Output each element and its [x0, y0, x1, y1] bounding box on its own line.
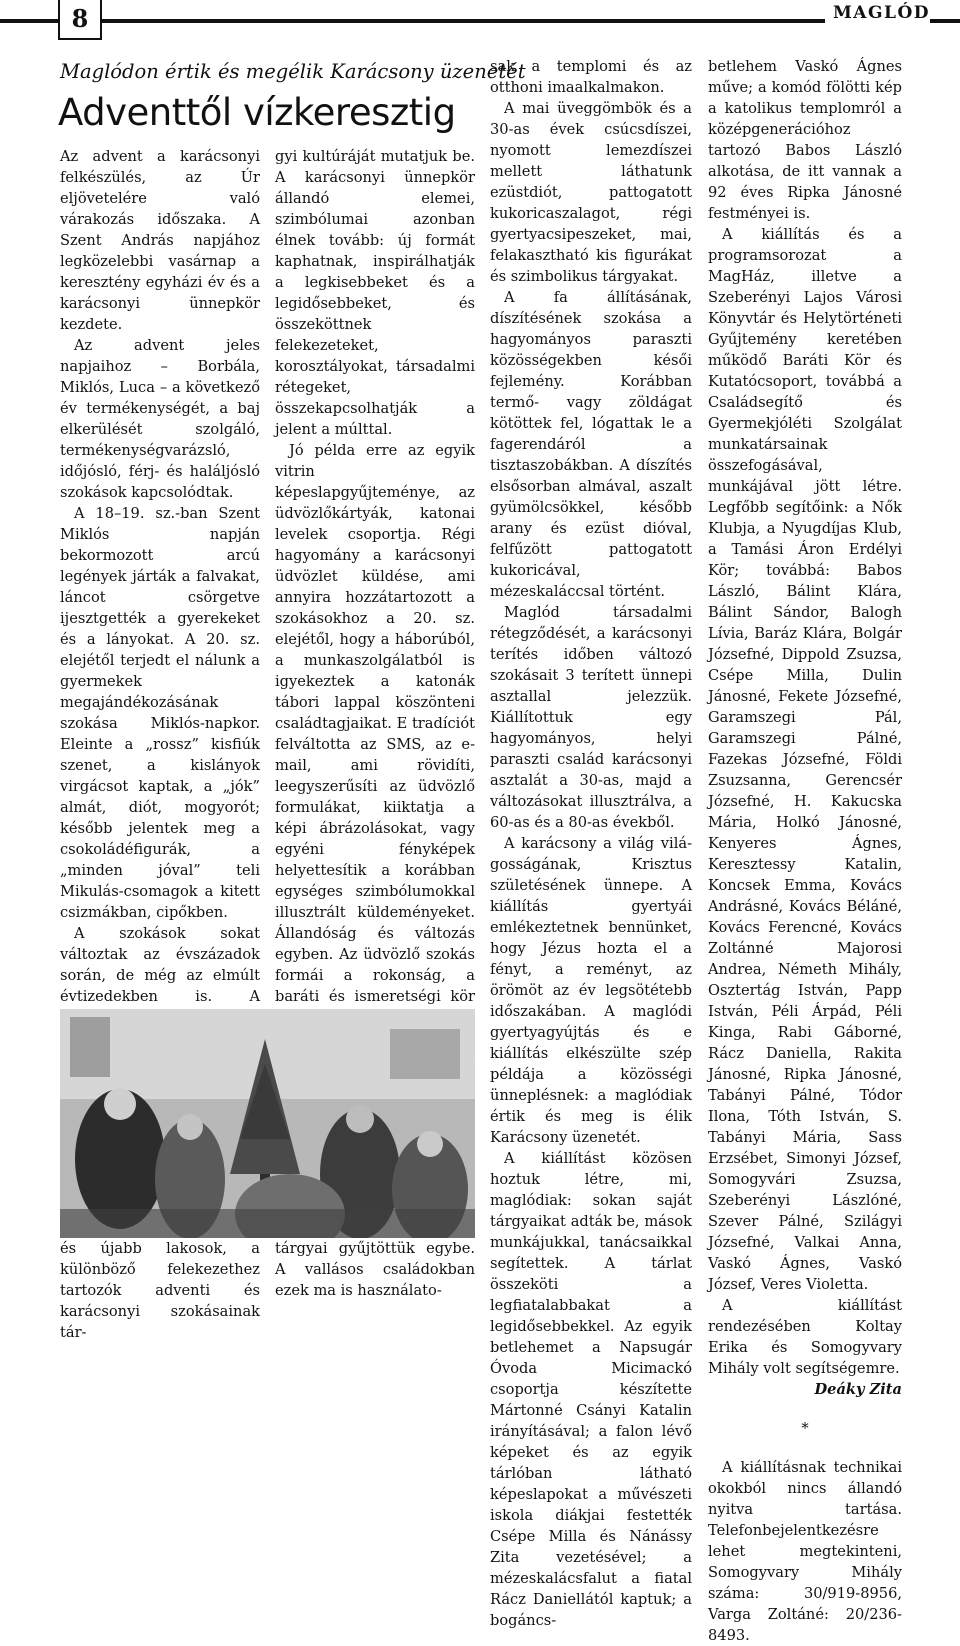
exhibition-photo	[60, 1009, 475, 1238]
paragraph: Az advent jeles napjaihoz – Borbála, Miklós, Luca – a következő év termékenységét, a baj elkerülését szolgáló, termékenységvarázsló, időjósló, férj- és haláljósló szokások kapcsolódtak.	[60, 337, 260, 501]
paragraph: gyi kultúráját mutatjuk be. A karácsonyi ünnepkör állandó elemei, szimbólumai azonban élnek tovább: új formát kaphatnak, inspirálhatják a legkisebbeket és a legidősebbeket, és összeköttnek felekezeteket, korosztályokat, társadalmi rétegeket, összekapcsolhatják a jelent a múlttal.	[275, 148, 475, 438]
section-separator: *	[801, 1420, 809, 1437]
header-rule	[0, 19, 960, 23]
paragraph: A kiállítást rendezésében Koltay Erika és Somogyvary Mihály volt segítségemre.	[708, 1297, 902, 1377]
paragraph: betlehem Vaskó Ágnes műve; a komód fölötti kép a katolikus templomról a középgenerációhoz tartozó Babos László alkotása, de itt vannak a 92 éves Ripka Jánosné festményei is.	[708, 58, 902, 222]
paragraph: sak a templomi és az otthoni imaalkalmakon.	[490, 58, 692, 96]
paragraph: A kiállítást közösen hoztuk létre, mi, maglódiak: sokan saját tárgyaikat adták be, mások munkájukkal, tanácsaikkal segítettek. A tárlat összeköti a legfiatalabbakat a legidősebbekkel. Az egyik betlehemet a Napsugár Óvoda Micimackó csoportja készítette Mártonné Csányi Katalin irányításával; a falon lévő képeket és az egyik tárlóban látható képeslapokat a művészeti iskola diákjai festették Csépe Milla és Nánássy Zita vezetésével; a mézeskalácsfalut a fiatal Rácz Daniellától kaptuk; a bogáncs-	[490, 1150, 692, 1629]
photo-illustration	[60, 1009, 475, 1238]
page-number: 8	[58, 0, 102, 40]
column-3	[490, 56, 692, 1631]
column-4	[708, 56, 902, 1646]
paragraph: Maglód társadalmi rétegződését, a karácsonyi terítés időben változó szokásait 3 terített ünnepi asztallal jelezzük. Kiállítottuk egy hagyományos, helyi paraszti család karácsonyi asztalát a 30-as, majd a változásokat illusztrálva, a 60-as és a 80-as évekből.	[490, 604, 692, 831]
paragraph: Az advent a karácsonyi felkészülés, az Úr eljövetelére való várakozás időszaka. A Szent András napjához legközelebbi vasárnap a keresztény egyházi év és a karácsonyi ünnepkör kezdete.	[60, 148, 260, 333]
author-signature: Deáky Zita	[814, 1381, 902, 1398]
paragraph: tárgyai gyűjtöttük egybe. A vallásos családokban ezek ma is használato-	[275, 1240, 475, 1299]
article-kicker: Maglódon értik és megélik Karácsony üzenetét	[60, 60, 526, 83]
paragraph: A kiállítás és a programsorozat a MagHáz, illetve a Szeberényi Lajos Városi Könyvtár és Helytörténeti Gyűjtemény keretében működő Baráti Kör és Kutatócsoport, továbbá a Családsegítő és Gyermekjóléti Szolgálat munkatársainak összefogásával, munkájával jött létre. Legfőbb segítőink: a Nők Klubja, a Nyugdíjas Klub, a Tamási Áron Erdélyi Kör; továbbá: Babos László, Bálint Klára, Bálint Sándor, Balogh Lívia, Baráz Klára, Bolgár Józsefné, Dippold Zsuzsa, Csépe Milla, Dulin Jánosné, Fekete Józsefné, Garamszegi Pál, Garamszegi Pálné, Fazekas Józsefné, Földi Zsuzsanna, Gerencsér Józsefné, H. Kakucska Mária, Holkó Jánosné, Kenyeres Ágnes, Keresztessy Katalin, Koncsek Emma, Kovács Andrásné, Kovács Béláné, Kovács Ferencné, Kovács Zoltánné Majorosi Andrea, Németh Mihály, Osztertág István, Papp István, Péli Árpád, Péli Kinga, Rabi Gáborné, Rácz Daniella, Rakita Jánosné, Ripka Jánosné, Tabányi Pálné, Tódor Ilona, Tóth István, S. Tabányi Mária, Sass Erzsébet, Simonyi József, Somogyvári Zsuzsa, Szeberényi Lászlóné, Szever Pálné, Szilágyi Józsefné, Valkai Anna, Vaskó Ágnes, Vaskó József, Veres Violetta.	[708, 226, 902, 1293]
paragraph: A mai üveggömbök és a 30-as évek csúcsdíszei, nyomott lemezdíszei mellett láthatunk ezüstdiót, pattogatott kukoricaszalagot, régi gyertyacsipeszeket, mai, felakasztható kis figurákat és szimbolikus tárgyakat.	[490, 100, 692, 285]
paragraph: A karácsony a világ világosságának, Krisztus születésének ünnepe. A kiállítás gyertyái emlékeztetnek bennünket, hogy Jézus hozta el a fényt, a reményt, az örömöt az év legsötétebb időszakában. A maglódi gyertyagyújtás és e kiállítás elkészülte szép példája a közösségi ünneplésnek: a maglódiak értik és meg is élik Karácsony üzenetét.	[490, 835, 692, 1146]
article-title: Adventtől vízkeresztig	[58, 91, 456, 134]
footer-note: A kiállításnak technikai okokból nincs állandó nyitva tartása. Telefonbejelentkezésre lehet megtekinteni, Somogyvary Mihály száma: 30/919-8956, Varga Zoltáné: 20/236-8493.	[708, 1459, 902, 1644]
paragraph: A fa állításának, díszítésének szokása a hagyományos paraszti közösségekben késői fejlemény. Korábban termő- vagy zöldágat kötöttek fel, lógattak le a fagerendáról a tisztaszobákban. A díszítés elsősorban almával, aszalt gyümölcsökkel, később arany és ezüst dióval, felfűzött pattogatott kukoricával, mézeskaláccsal történt.	[490, 289, 692, 600]
paragraph: A 18–19. sz.-ban Szent Miklós napján bekormozott arcú legények járták a falvakat, láncot csörgetve ijesztgették a gyerekeket és a lányokat. A 20. sz. elejétől terjedt el nálunk a gyermekek megajándékozásának szokása Miklós-napkor. Eleinte a „rossz” kisfiúk szenet, a kislányok virgácsot kaptak, a „jók” almát, diót, mogyorót; később jelentek meg a csokoládéfigurák, a „minden jóval” teli Mikulás-csomagok a kitett csizmákban, cipőkben.	[60, 505, 260, 921]
paragraph: Jó példa erre az egyik vitrin képeslapgyűjteménye, az üdvözlőkártyák, katonai levelek csoportja. Régi hagyomány a karácsonyi üdvözlet küldése, ami annyira hozzátartozott a szokásokhoz a 20. sz. elejétől, hogy a háborúból, a munkaszolgálatból is igyekeztek a katonák tábori lappal köszönteni családtagjaikat. E tradíciót felváltotta az SMS, az e-mail, ami rövidíti, leegyszerűsíti az üdvözlő formulákat, kiiktatja a képi ábrázolásokat, vagy egyéni fényképek helyettesítik a korábban egységes szimbólumokkal illusztrált küldeményeket. Állandóság és változás egyben. Az üdvözlő szokás formái a rokonság, a baráti és ismeretségi kör	[275, 442, 475, 1005]
page-header	[0, 0, 960, 40]
paragraph: A szokások sokat változtak az évszázadok során, de még az elmúlt évtizedekben is. A és újabb lakosok, a különböző felekezethez tartozók adventi és karácsonyi szokásainak tár-	[60, 925, 260, 1341]
section-name: MAGLÓD	[825, 0, 930, 26]
